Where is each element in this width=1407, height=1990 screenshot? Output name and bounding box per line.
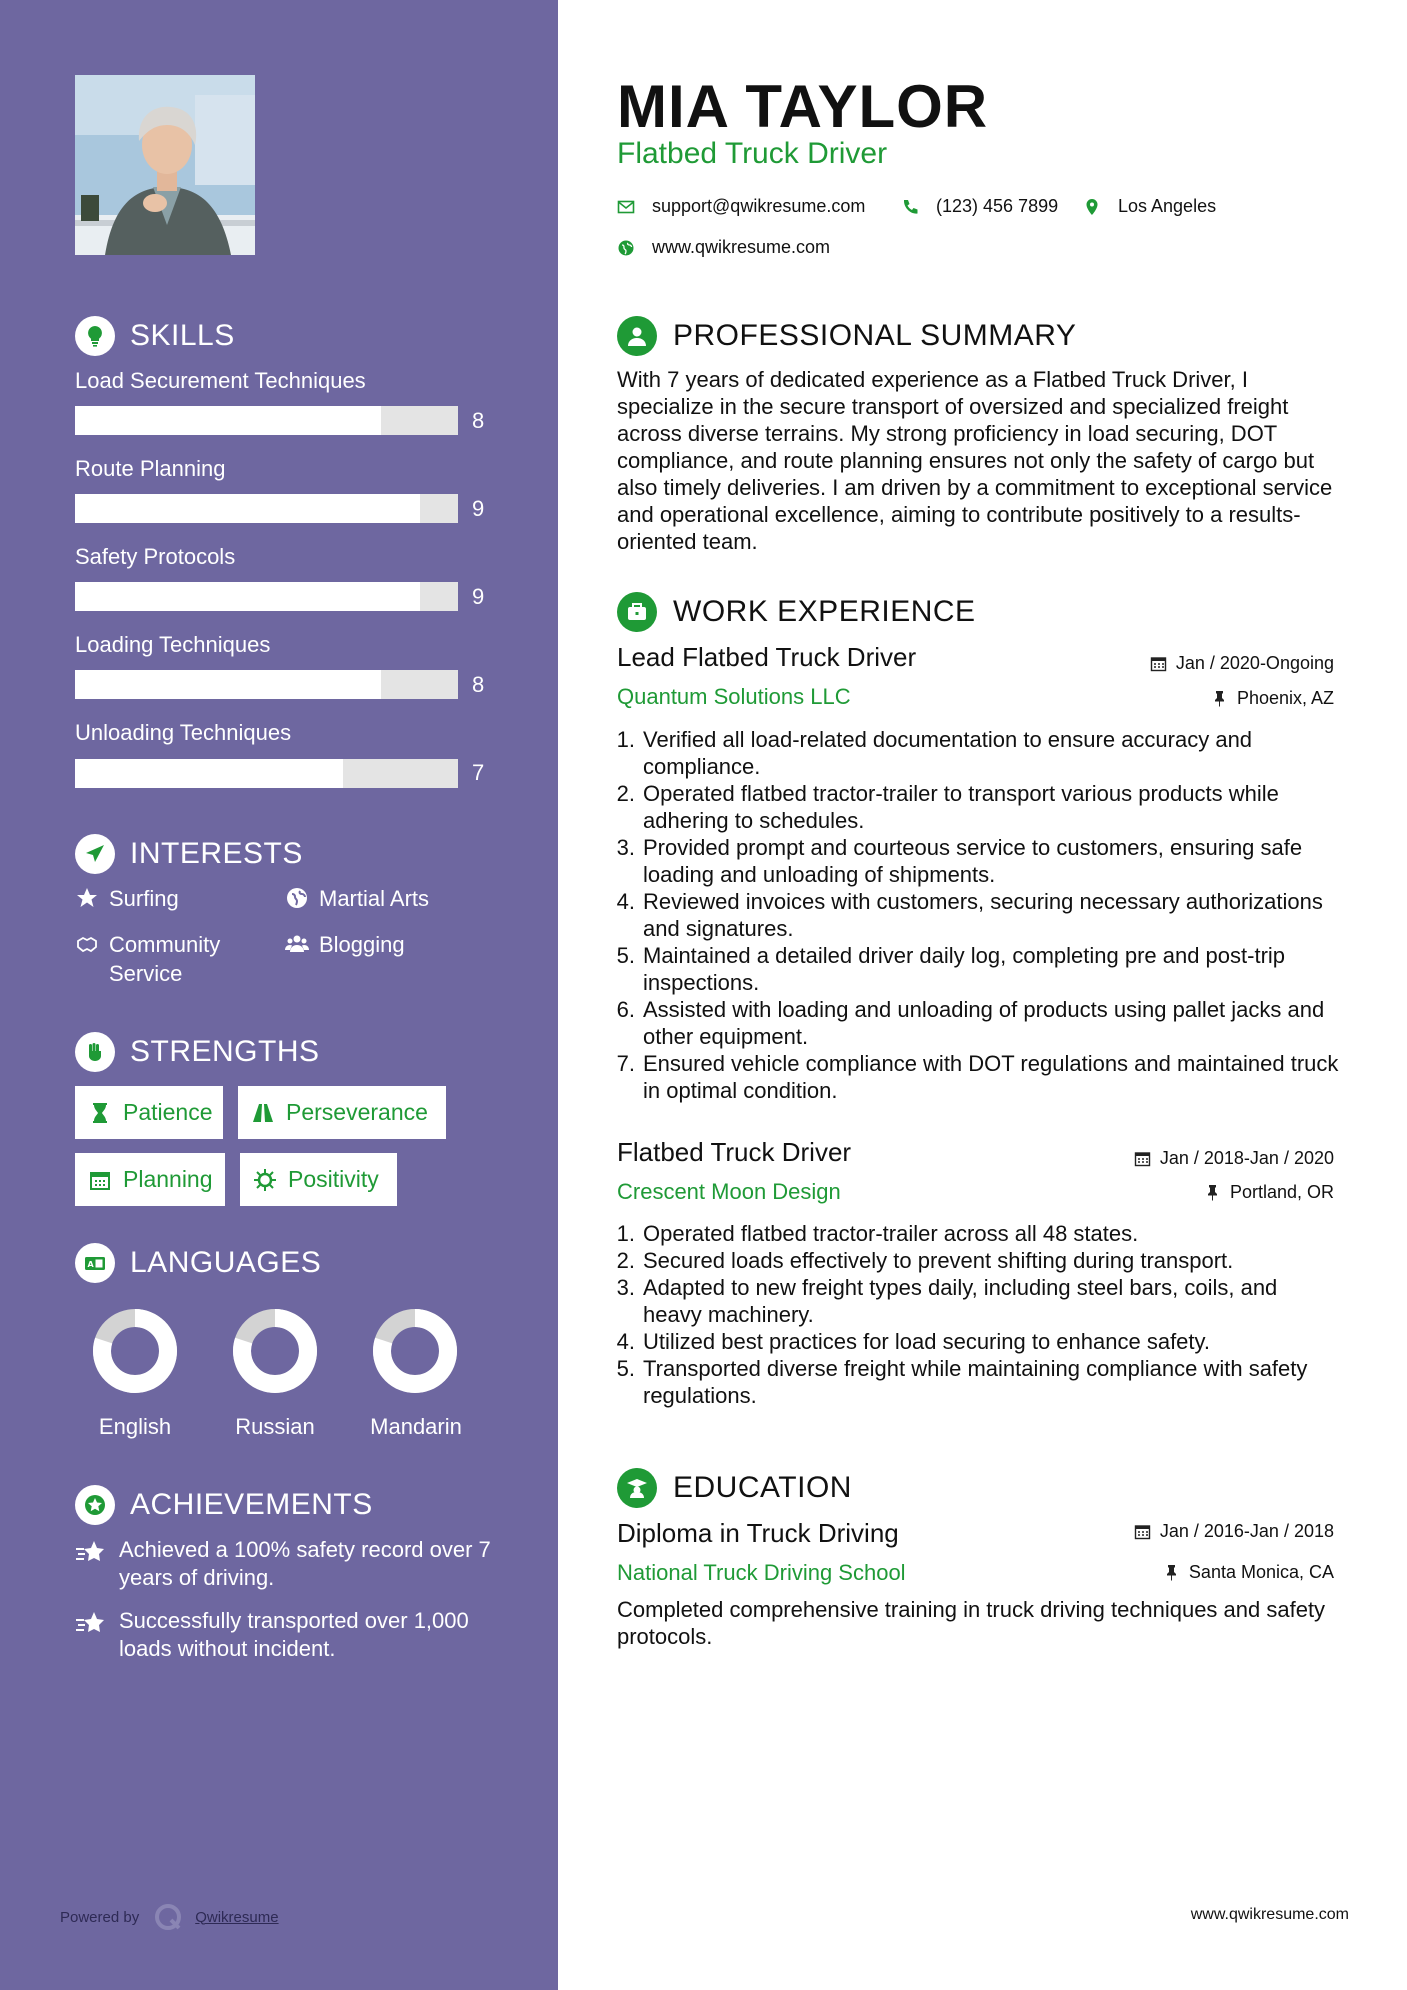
education-location: Santa Monica, CA: [1163, 1562, 1334, 1583]
list-item: 3. Provided prompt and courteous service to customers, ensuring safe loading and unloading of shipments.: [616, 835, 1303, 887]
profile-photo: [75, 75, 255, 255]
education-degree: Diploma in Truck Driving: [617, 1518, 899, 1548]
qwikresume-link[interactable]: Qwikresume: [195, 1908, 279, 1926]
list-item: 7. Ensured vehicle compliance with DOT regulations and maintained truck in optimal condition.: [616, 1051, 1339, 1103]
skills-title: SKILLS: [130, 319, 235, 352]
education-title: EDUCATION: [673, 1471, 852, 1504]
interests-title: INTERESTS: [130, 837, 303, 870]
summary-title: PROFESSIONAL SUMMARY: [673, 319, 1077, 352]
skill-bar-fill: [75, 406, 381, 435]
skill-name: Load Securement Techniques: [75, 368, 366, 393]
skill-bar-fill: [75, 759, 343, 788]
list-item: 3. Adapted to new freight types daily, including steel bars, coils, and heavy machinery.: [616, 1275, 1278, 1327]
contact-email[interactable]: support@qwikresume.com: [617, 196, 865, 217]
language-donut: [370, 1306, 460, 1396]
job-dates: Jan / 2020-Ongoing: [1150, 653, 1334, 674]
experience-title: WORK EXPERIENCE: [673, 595, 976, 628]
job-company: Crescent Moon Design: [617, 1179, 841, 1204]
strength-badge: Patience: [75, 1086, 223, 1139]
handshake-icon: [75, 932, 99, 956]
list-item: 1. Operated flatbed tractor-trailer across all 48 states.: [616, 1221, 1139, 1246]
skill-score: 9: [472, 584, 485, 609]
summary-text: With 7 years of dedicated experience as a Flatbed Truck Driver, I specialize in the secure transport of oversized and specialized freight across diverse terrains. My strong proficiency in load securing, DOT compliance, and route planning ensures not only the safety of cargo but also timely deliveries. I am driven by a commitment to exceptional service and operational excellence, aiming to contribute positively to a results-oriented team.: [617, 367, 1333, 554]
calendar-icon: [1134, 1523, 1151, 1540]
list-item: 5. Transported diverse freight while maintaining compliance with safety regulations.: [616, 1356, 1308, 1408]
education-school: National Truck Driving School: [617, 1560, 906, 1585]
experience-heading: [617, 590, 976, 634]
skill-bar: [75, 494, 458, 523]
list-item: 2. Operated flatbed tractor-trailer to transport various products while adhering to schedules.: [616, 781, 1279, 833]
candidate-title: Flatbed Truck Driver: [617, 137, 888, 170]
calendar-icon: [1150, 655, 1167, 672]
list-item: 2. Secured loads effectively to prevent shifting during transport.: [616, 1248, 1234, 1273]
strengths-heading: [75, 1030, 320, 1074]
job-dates: Jan / 2018-Jan / 2020: [1134, 1148, 1334, 1169]
achievement-item: Achieved a 100% safety record over 7 years of driving.: [75, 1536, 495, 1592]
skill-score: 9: [472, 496, 485, 521]
achievement-item: Successfully transported over 1,000 loads without incident.: [75, 1607, 495, 1663]
skill-name: Route Planning: [75, 456, 226, 481]
list-item: 4. Reviewed invoices with customers, securing necessary authorizations and signatures.: [616, 889, 1323, 941]
education-description: Completed comprehensive training in truck driving techniques and safety protocols.: [617, 1597, 1326, 1649]
interest-item: Blogging: [285, 930, 405, 959]
sun-icon: [253, 1168, 277, 1192]
pushpin-icon: [1211, 690, 1228, 707]
globe-icon: [617, 239, 635, 257]
summary-heading: [617, 314, 1076, 358]
contact-location: Los Angeles: [1083, 196, 1216, 217]
pushpin-icon: [1204, 1184, 1221, 1201]
education-heading: [617, 1466, 852, 1510]
language-ring: [215, 1306, 335, 1396]
language-ring: [75, 1306, 195, 1396]
skill-score: 7: [472, 760, 485, 785]
skill-bar-fill: [75, 494, 420, 523]
strength-badge: Positivity: [240, 1153, 397, 1206]
shooting-star-icon: [75, 1608, 107, 1638]
user-icon: [617, 316, 657, 356]
job-role: Lead Flatbed Truck Driver: [617, 642, 917, 672]
hourglass-icon: [88, 1101, 112, 1125]
strength-badge: Planning: [75, 1153, 225, 1206]
shooting-star-icon: [75, 1537, 107, 1567]
star-badge-icon: [75, 1485, 115, 1525]
job-role: Flatbed Truck Driver: [617, 1137, 852, 1167]
skill-bar-fill: [75, 582, 420, 611]
candidate-name: MIA TAYLOR: [617, 73, 989, 140]
star-icon: [75, 886, 99, 910]
language-name: Russian: [235, 1414, 315, 1439]
contact-phone[interactable]: (123) 456 7899: [901, 196, 1058, 217]
language-ring: [355, 1306, 475, 1396]
fist-icon: [75, 1032, 115, 1072]
lightbulb-icon: [75, 316, 115, 356]
interest-item: Community Service: [75, 930, 275, 988]
strength-badge: Perseverance: [238, 1086, 446, 1139]
interest-item: Martial Arts: [285, 884, 429, 913]
education-dates: Jan / 2016-Jan / 2018: [1134, 1521, 1334, 1542]
language-icon: [75, 1243, 115, 1283]
skill-bar: [75, 670, 458, 699]
globe-icon: [285, 886, 309, 910]
languages-heading: [75, 1241, 321, 1285]
job-company: Quantum Solutions LLC: [617, 684, 851, 709]
list-item: 1. Verified all load-related documentation to ensure accuracy and compliance.: [616, 727, 1253, 779]
calendar-icon: [1134, 1150, 1151, 1167]
job-location: Phoenix, AZ: [1211, 688, 1334, 709]
phone-icon: [901, 198, 919, 216]
skill-bar: [75, 582, 458, 611]
language-donut: [90, 1306, 180, 1396]
list-item: 4. Utilized best practices for load securing to enhance safety.: [616, 1329, 1211, 1354]
sidebar: [0, 0, 558, 1990]
list-item: 6. Assisted with loading and unloading of products using pallet jacks and other equipment.: [616, 997, 1325, 1049]
interests-heading: [75, 832, 303, 876]
skills-heading: [75, 314, 235, 358]
language-name: English: [98, 1414, 172, 1439]
languages-title: LANGUAGES: [130, 1246, 322, 1279]
pushpin-icon: [1163, 1564, 1180, 1581]
calendar-icon: [88, 1168, 112, 1192]
briefcase-icon: [617, 592, 657, 632]
achievements-title: ACHIEVEMENTS: [130, 1488, 373, 1521]
skill-name: Safety Protocols: [75, 544, 236, 569]
map-pin-icon: [1083, 198, 1101, 216]
list-item: 5. Maintained a detailed driver daily log, completing pre and post-trip inspections.: [616, 943, 1286, 995]
language-name: Mandarin: [370, 1414, 462, 1439]
skill-bar-fill: [75, 670, 381, 699]
contact-website[interactable]: www.qwikresume.com: [617, 237, 830, 258]
skill-name: Loading Techniques: [75, 632, 271, 657]
svg-text:A: A: [87, 1260, 94, 1269]
users-icon: [285, 932, 309, 956]
language-donut: [230, 1306, 320, 1396]
job-duties: [610, 726, 1340, 1104]
skill-score: 8: [472, 672, 485, 697]
skill-bar: [75, 406, 458, 435]
interest-item: Surfing: [75, 884, 179, 913]
strengths-title: STRENGTHS: [130, 1035, 320, 1068]
achievements-heading: [75, 1483, 373, 1527]
qwikresume-logo-icon: [153, 1902, 183, 1932]
job-location: Portland, OR: [1204, 1182, 1334, 1203]
skill-name: Unloading Techniques: [75, 720, 292, 745]
paper-plane-icon: [75, 834, 115, 874]
envelope-icon: [617, 198, 635, 216]
graduate-icon: [617, 1468, 657, 1508]
footer-website[interactable]: www.qwikresume.com: [1190, 1906, 1349, 1923]
road-icon: [251, 1101, 275, 1125]
job-duties: [610, 1220, 1340, 1409]
skill-score: 8: [472, 408, 485, 433]
powered-by: Powered by Qwikresume: [60, 1902, 279, 1932]
skill-bar: [75, 759, 458, 788]
